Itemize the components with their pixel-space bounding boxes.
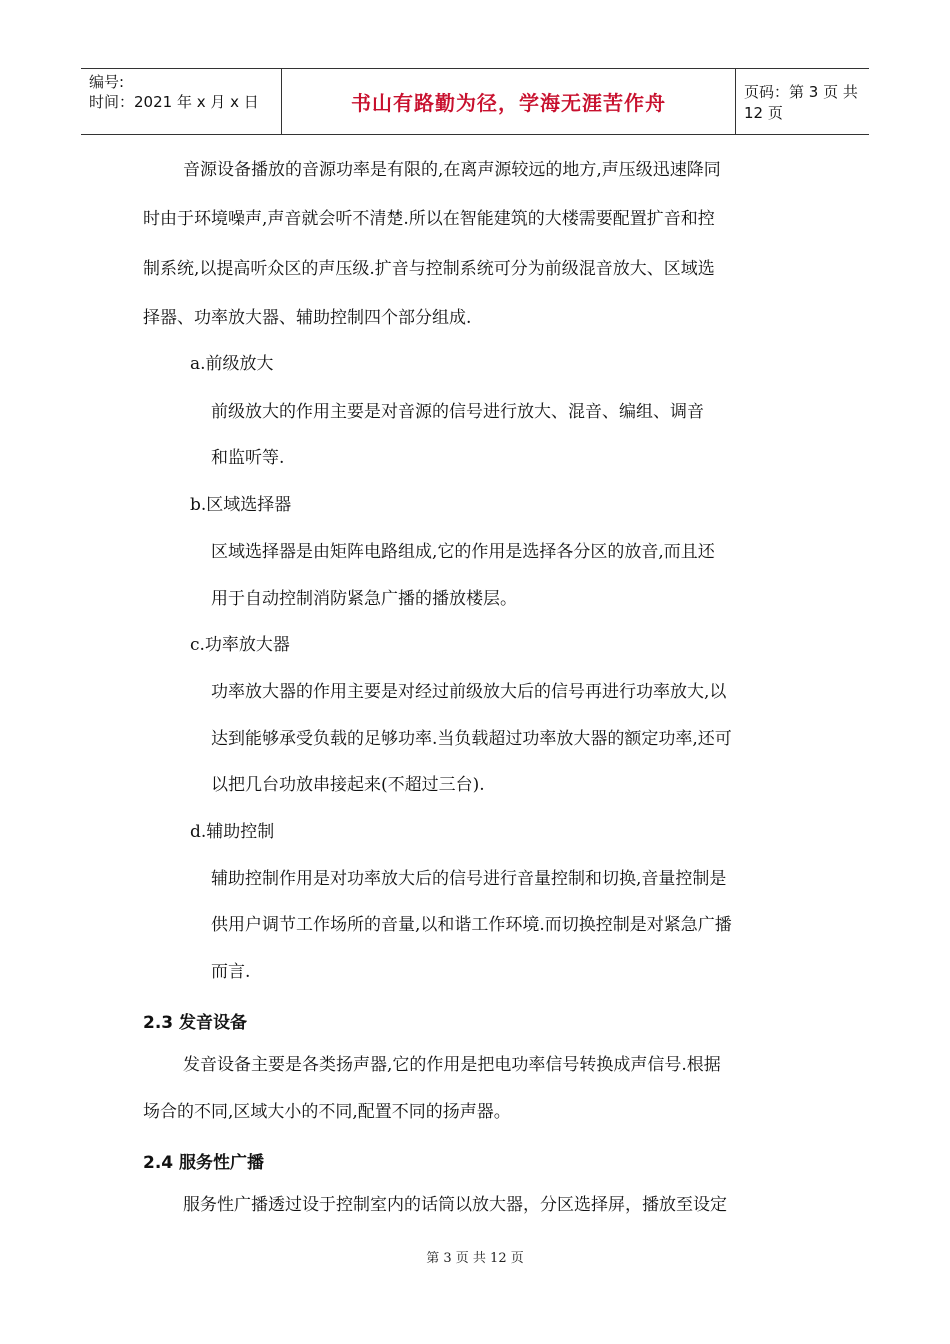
intro-line-3: 制系统,以提高听众区的声压级.扩音与控制系统可分为前级混音放大、区域选 [143,259,715,279]
item-c-title: c.功率放大器 [190,635,290,655]
header-meta [81,69,282,134]
intro-line-2: 时由于环境噪声,声音就会听不清楚.所以在智能建筑的大楼需要配置扩音和控 [143,209,715,229]
header-time: 时间：2021 年 x 月 x 日 [89,93,259,111]
header-page-info: 页码：第 3 页 共 12 页 [744,82,858,122]
item-a-line-2: 和监听等. [211,448,285,468]
page-header [81,68,869,135]
item-d-line-1: 辅助控制作用是对功率放大后的信号进行音量控制和切换,音量控制是 [211,869,727,889]
item-a-line-1: 前级放大的作用主要是对音源的信号进行放大、混音、编组、调音 [211,402,704,422]
header-number: 编号: [89,73,125,91]
item-d-title: d.辅助控制 [190,822,275,842]
intro-line-4: 择器、功率放大器、辅助控制四个部分组成. [143,308,472,328]
section-2-4-line-1: 服务性广播透过设于控制室内的话筒以放大器，分区选择屏，播放至设定 [183,1195,727,1215]
section-2-3-line-2: 场合的不同,区域大小的不同,配置不同的扬声器。 [143,1102,511,1122]
page-footer: 第 3 页 共 12 页 [426,1251,524,1266]
item-c-line-1: 功率放大器的作用主要是对经过前级放大后的信号再进行功率放大,以 [211,682,727,702]
item-b-title: b.区域选择器 [190,495,292,515]
intro-line-1: 音源设备播放的音源功率是有限的,在离声源较远的地方,声压级迅速降同 [183,160,721,180]
item-b-line-2: 用于自动控制消防紧急广播的播放楼层。 [211,589,517,609]
item-c-line-3: 以把几台功放串接起来(不超过三台). [211,775,485,795]
header-motto-cell [282,69,736,134]
item-d-line-2: 供用户调节工作场所的音量,以和谐工作环境.而切换控制是对紧急广播 [211,915,732,935]
header-motto: 书山有路勤为径，学海无涯苦作舟 [351,91,666,115]
section-2-4-heading: 2.4 服务性广播 [143,1153,265,1173]
item-b-line-1: 区域选择器是由矩阵电路组成,它的作用是选择各分区的放音,而且还 [211,542,715,562]
section-2-3-line-1: 发音设备主要是各类扬声器,它的作用是把电功率信号转换成声信号.根据 [183,1055,721,1075]
item-c-line-2: 达到能够承受负载的足够功率.当负载超过功率放大器的额定功率,还可 [211,729,732,749]
section-2-3-heading: 2.3 发音设备 [143,1013,248,1033]
item-d-line-3: 而言. [211,962,251,982]
item-a-title: a.前级放大 [190,354,274,374]
